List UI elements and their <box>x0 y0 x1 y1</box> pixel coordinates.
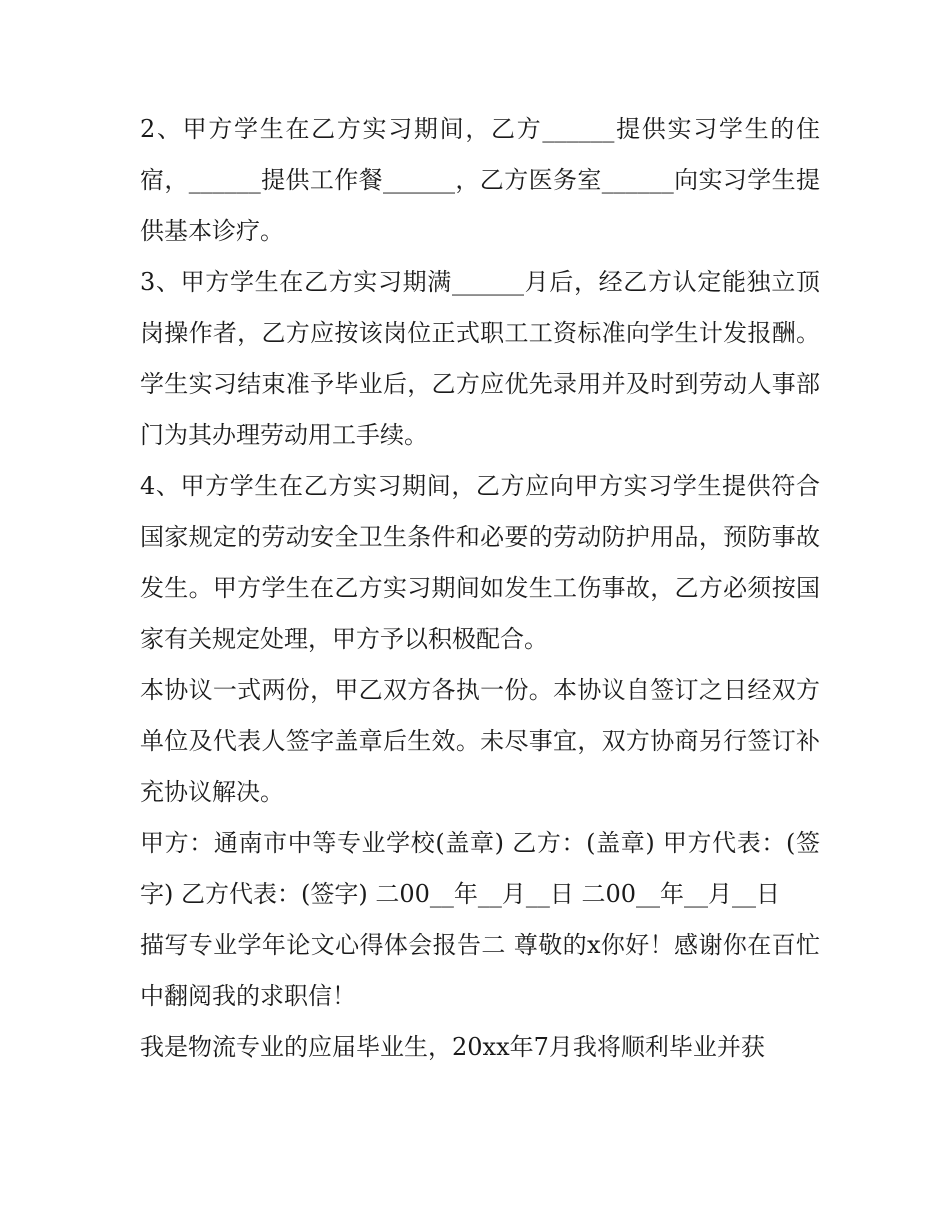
paragraph-clause-3: 3、甲方学生在乙方实习期满______月后，经乙方认定能独立顶岗操作者，乙方应按该岗位正式职工工资标准向学生计发报酬。学生实习结束准予毕业后，乙方应优先录用并及时到劳动人事部门为其办理劳动用工手续。 <box>140 268 820 449</box>
document-body <box>140 104 820 1073</box>
paragraph-clause-4: 4、甲方学生在乙方实习期间，乙方应向甲方实习学生提供符合国家规定的劳动安全卫生条件和必要的劳动防护用品，预防事故发生。甲方学生在乙方实习期间如发生工伤事故，乙方必须按国家有关规定处理，甲方予以积极配合。 <box>140 472 820 653</box>
paragraph-signatures: 甲方：通南市中等专业学校(盖章) 乙方：(盖章) 甲方代表：(签字) 乙方代表：(签字) 二00__年__月__日 二00__年__月__日 <box>140 829 820 908</box>
paragraph-copies: 本协议一式两份，甲乙双方各执一份。本协议自签订之日经双方单位及代表人签字盖章后生效。未尽事宜，双方协商另行签订补充协议解决。 <box>140 676 820 806</box>
paragraph-clause-2: 2、甲方学生在乙方实习期间，乙方______提供实习学生的住宿，______提供工作餐______，乙方医务室______向实习学生提供基本诊疗。 <box>140 115 820 245</box>
paragraph-report-heading: 描写专业学年论文心得体会报告二 尊敬的x你好！感谢你在百忙中翻阅我的求职信！ <box>140 931 820 1010</box>
paragraph-introduction: 我是物流专业的应届毕业生，20xx年7月我将顺利毕业并获 <box>140 1033 765 1061</box>
